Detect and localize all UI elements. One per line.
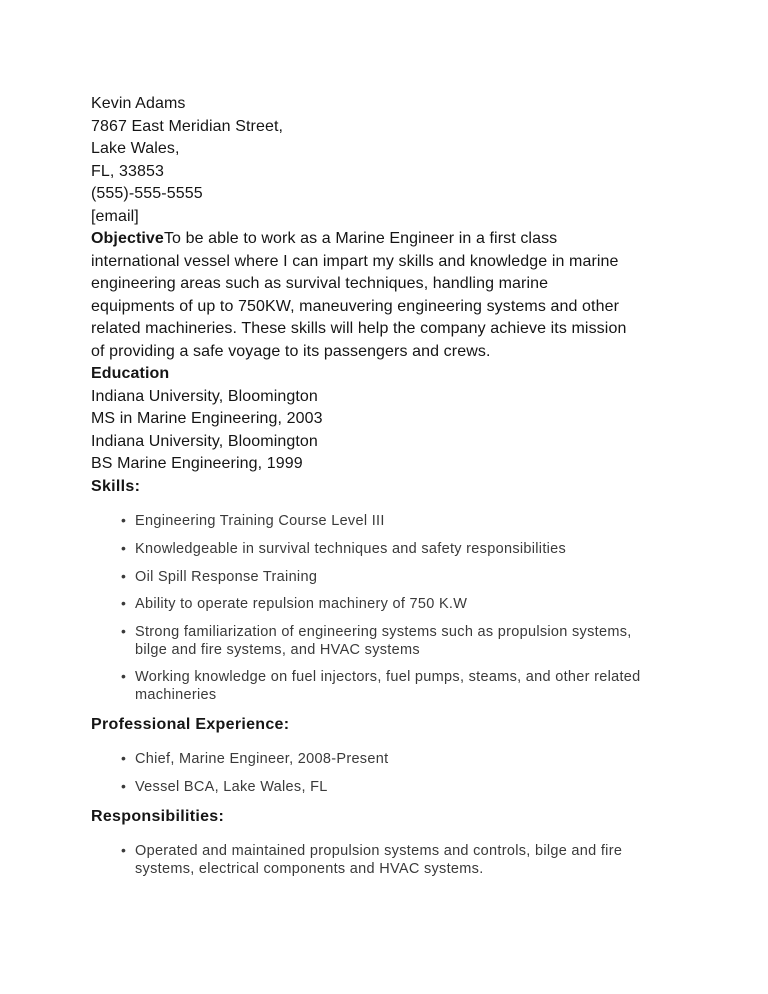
contact-street: 7867 East Meridian Street,: [91, 117, 284, 135]
objective-line-1: To be able to work as a Marine Engineer in a first class: [163, 230, 558, 247]
list-item: • Oil Spill Response Training: [121, 567, 318, 585]
bullet-icon: •: [121, 842, 127, 859]
responsibilities-heading: Responsibilities:: [91, 807, 225, 825]
resume-document: [91, 93, 691, 888]
contact-email: [email]: [91, 207, 139, 225]
objective-line-4: equipments of up to 750KW, maneuvering engineering systems and other: [91, 297, 620, 315]
objective-line-3: engineering areas such as survival techniques, handling marine: [91, 275, 549, 292]
experience-section: [91, 714, 691, 797]
objective-line-2: international vessel where I can impart my skills and knowledge in marine: [91, 252, 619, 270]
responsibilities-list: [91, 842, 691, 878]
bullet-icon: •: [121, 778, 127, 795]
list-item: • Strong familiarization of engineering systems such as propulsion systems, bilge and fire systems, and HVAC systems: [121, 623, 632, 658]
bullet-icon: •: [121, 539, 127, 556]
contact-city: Lake Wales,: [91, 140, 180, 157]
experience-list: [91, 750, 691, 796]
objective-line-5: related machineries. These skills will help the company achieve its mission: [91, 320, 627, 337]
bullet-icon: •: [121, 623, 127, 640]
objective-line-6: of providing a safe voyage to its passengers and crews.: [91, 342, 491, 360]
bullet-icon: •: [121, 668, 127, 685]
education-line: Indiana University, Bloomington: [91, 432, 318, 450]
list-item: • Knowledgeable in survival techniques and safety responsibilities: [121, 539, 567, 557]
objective-section: [91, 228, 691, 363]
education-heading: Education: [91, 365, 170, 382]
skills-list: [91, 512, 691, 704]
objective-label: Objective: [91, 230, 164, 247]
list-item: • Engineering Training Course Level III: [121, 512, 385, 529]
education-line: Indiana University, Bloomington: [91, 387, 318, 405]
list-item: • Operated and maintained propulsion systems and controls, bilge and fire systems, electrical components and HVAC systems.: [121, 842, 623, 877]
skills-section: [91, 476, 691, 705]
contact-state-zip: FL, 33853: [91, 162, 164, 180]
bullet-icon: •: [121, 595, 127, 612]
bullet-icon: •: [121, 567, 127, 584]
skills-heading: Skills:: [91, 477, 141, 495]
list-item: • Vessel BCA, Lake Wales, FL: [121, 778, 328, 796]
contact-name: Kevin Adams: [91, 95, 186, 112]
experience-heading: Professional Experience:: [91, 715, 290, 733]
education-line: BS Marine Engineering, 1999: [91, 455, 303, 472]
contact-block: [91, 93, 691, 228]
list-item: • Chief, Marine Engineer, 2008-Present: [121, 750, 389, 768]
bullet-icon: •: [121, 512, 127, 528]
education-section: [91, 363, 691, 476]
contact-phone: (555)-555-5555: [91, 185, 203, 202]
education-line: MS in Marine Engineering, 2003: [91, 410, 323, 427]
list-item: • Working knowledge on fuel injectors, fuel pumps, steams, and other related machineries: [121, 668, 641, 703]
responsibilities-section: [91, 806, 691, 879]
list-item: • Ability to operate repulsion machinery of 750 K.W: [121, 595, 468, 613]
bullet-icon: •: [121, 750, 127, 767]
